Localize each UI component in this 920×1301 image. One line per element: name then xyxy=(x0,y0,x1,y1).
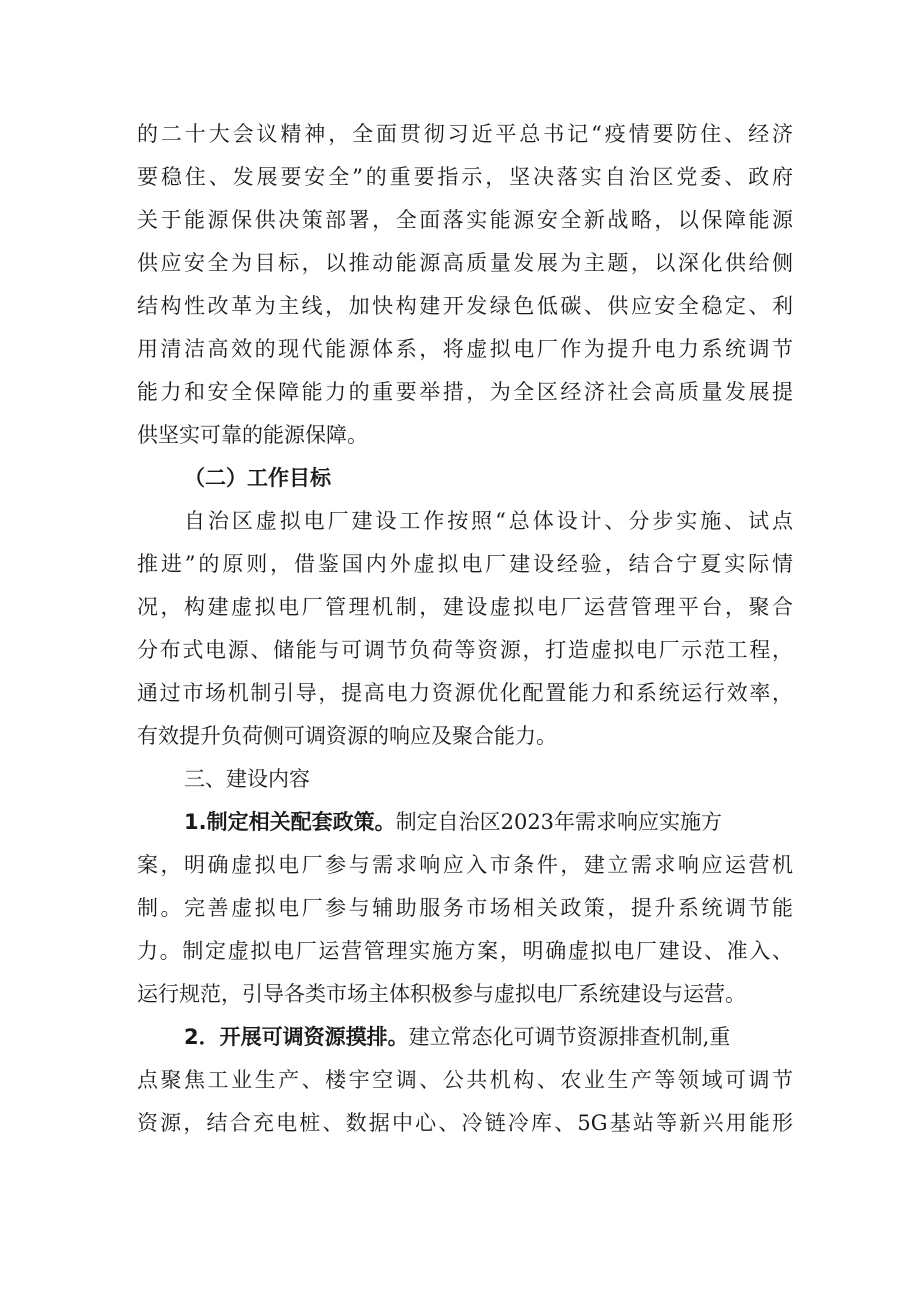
text-line: 结构性改革为主线，加快构建开发绿色低碳、供应安全稳定、利 xyxy=(137,294,793,318)
text-line xyxy=(184,1017,793,1057)
text-line: 关于能源保供决策部署，全面落实能源安全新战略，以保障能源 xyxy=(137,208,793,232)
item-text: 建立常态化可调节资源排查机制,重 xyxy=(408,1025,731,1049)
text-line: 资源，结合充电桩、数据中心、冷链冷库、5G基站等新兴用能形 xyxy=(137,1111,793,1135)
text-line: 有效提升负荷侧可调资源的响应及聚合能力。 xyxy=(137,724,557,748)
text-line: 分布式电源、储能与可调节负荷等资源，打造虚拟电厂示范工程， xyxy=(137,638,793,662)
text-line: 的二十大会议精神，全面贯彻习近平总书记“疫情要防住、经济 xyxy=(137,122,793,146)
section-heading-work-goals: （二）工作目标 xyxy=(184,466,331,490)
text-line: 用清洁高效的现代能源体系，将虚拟电厂作为提升电力系统调节 xyxy=(137,337,793,361)
text-line: 通过市场机制引导，提高电力资源优化配置能力和系统运行效率， xyxy=(137,681,793,705)
text-line: 要稳住、发展要安全”的重要指示，坚决落实自治区党委、政府 xyxy=(137,165,793,189)
text-line: 自治区虚拟电厂建设工作按照“总体设计、分步实施、试点 xyxy=(184,509,793,533)
text-line: 能力和安全保障能力的重要举措，为全区经济社会高质量发展提 xyxy=(137,380,793,404)
text-line: 况，构建虚拟电厂管理机制，建设虚拟电厂运营管理平台，聚合 xyxy=(137,595,793,619)
text-line: 供应安全为目标，以推动能源高质量发展为主题，以深化供给侧 xyxy=(137,251,793,275)
item-text: 制定自治区2023年需求响应实施方 xyxy=(395,810,723,834)
text-line xyxy=(184,802,793,842)
section-heading-construction-content: 三、建设内容 xyxy=(184,767,310,791)
item-title: 2．开展可调资源摸排。 xyxy=(184,1025,409,1049)
text-line: 推进”的原则，借鉴国内外虚拟电厂建设经验，结合宁夏实际情 xyxy=(137,552,793,576)
text-line: 力。制定虚拟电厂运营管理实施方案，明确虚拟电厂建设、准入、 xyxy=(137,939,793,963)
text-line: 运行规范，引导各类市场主体积极参与虚拟电厂系统建设与运营。 xyxy=(137,982,746,1006)
text-line: 供坚实可靠的能源保障。 xyxy=(137,423,368,447)
text-line: 案，明确虚拟电厂参与需求响应入市条件，建立需求响应运营机 xyxy=(137,853,793,877)
text-line: 制。完善虚拟电厂参与辅助服务市场相关政策，提升系统调节能 xyxy=(137,896,793,920)
text-line: 点聚焦工业生产、楼宇空调、公共机构、农业生产等领域可调节 xyxy=(137,1068,793,1092)
item-title: 1.制定相关配套政策。 xyxy=(184,810,396,834)
